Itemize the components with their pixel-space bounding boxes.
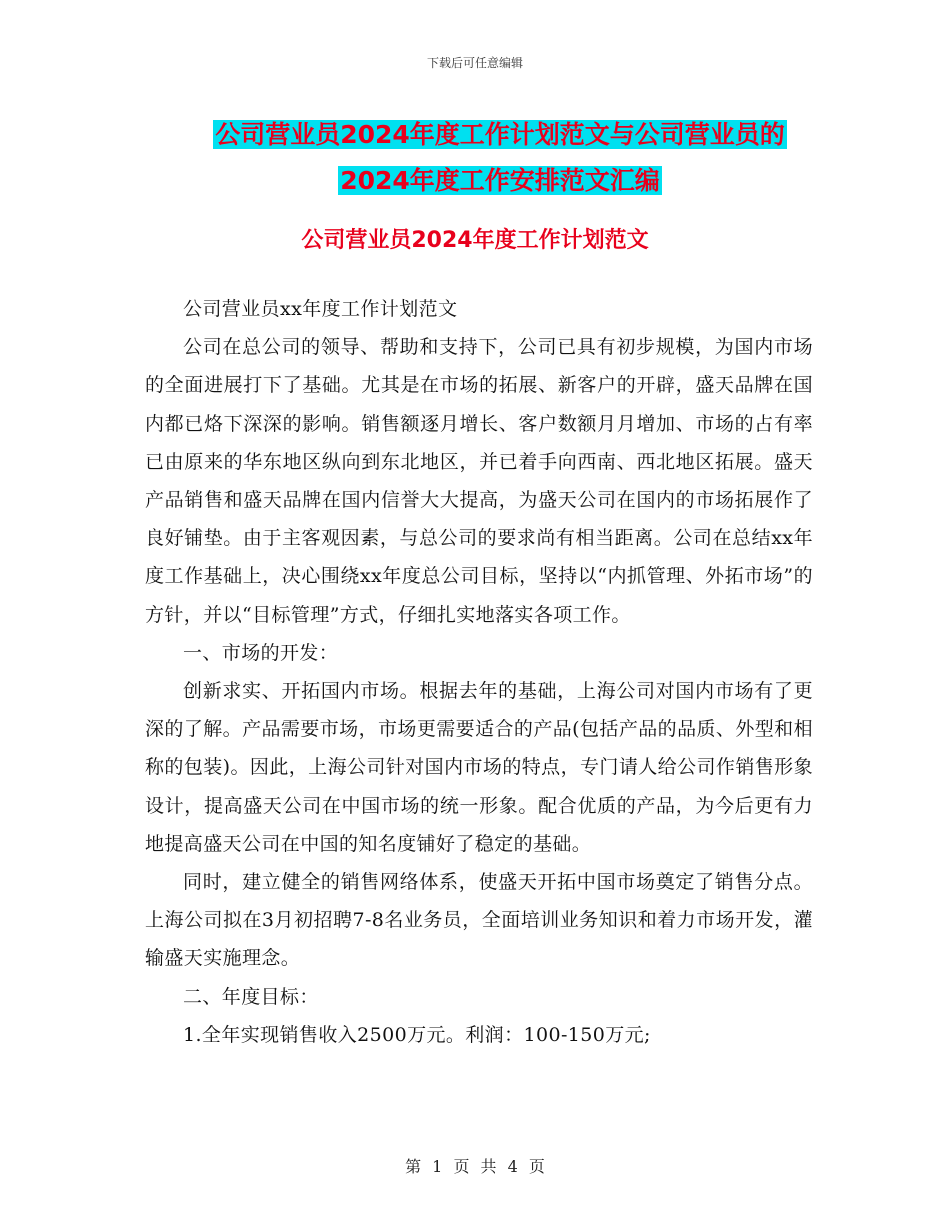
document-title xyxy=(120,112,880,204)
heading-market-development: 一、市场的开发： xyxy=(183,641,339,664)
header-note: 下载后可任意编辑 xyxy=(426,56,523,70)
document-title-line-1: 公司营业员2024年度工作计划范文与公司营业员的 xyxy=(215,120,785,149)
paragraph-sales-network: 同时，建立健全的销售网络体系，使盛天开拓中国市场奠定了销售分点。上海公司拟在3月初招聘7-8名业务员，全面培训业务知识和着力市场开发，灌输盛天实施理念。 xyxy=(145,871,813,970)
page-footer: 第 1 页 共 4 页 xyxy=(405,1157,545,1176)
section-title: 公司营业员2024年度工作计划范文 xyxy=(301,228,649,253)
document-title-line-2: 2024年度工作安排范文汇编 xyxy=(340,166,660,195)
heading-annual-goals: 二、年度目标： xyxy=(183,985,319,1008)
paragraph-intro: 公司在总公司的领导、帮助和支持下，公司已具有初步规模，为国内市场的全面进展打下了基础。尤其是在市场的拓展、新客户的开辟，盛天品牌在国内都已烙下深深的影响。销售额逐月增长、客户数额月月增加、市场的占有率已由原来的华东地区纵向到东北地区，并已着手向西南、西北地区拓展。盛天产品销售和盛天品牌在国内信誉大大提高，为盛天公司在国内的市场拓展作了良好铺垫。由于主客观因素，与总公司的要求尚有相当距离。公司在总结xx年度工作基础上，决心围绕xx年度总公司目标，坚持以“内抓管理、外拓市场”的方针，并以“目标管理”方式，仔细扎实地落实各项工作。 xyxy=(145,336,813,626)
document-body xyxy=(145,290,813,1054)
paragraph-goal-1: 1.全年实现销售收入2500万元。利润：100-150万元; xyxy=(183,1023,651,1046)
paragraph-subtitle: 公司营业员xx年度工作计划范文 xyxy=(183,298,458,320)
paragraph-market-development: 创新求实、开拓国内市场。根据去年的基础，上海公司对国内市场有了更深的了解。产品需要市场，市场更需要适合的产品(包括产品的品质、外型和相称的包装)。因此，上海公司针对国内市场的特点，专门请人给公司作销售形象设计，提高盛天公司在中国市场的统一形象。配合优质的产品，为今后更有力地提高盛天公司在中国的知名度铺好了稳定的基础。 xyxy=(145,680,813,855)
